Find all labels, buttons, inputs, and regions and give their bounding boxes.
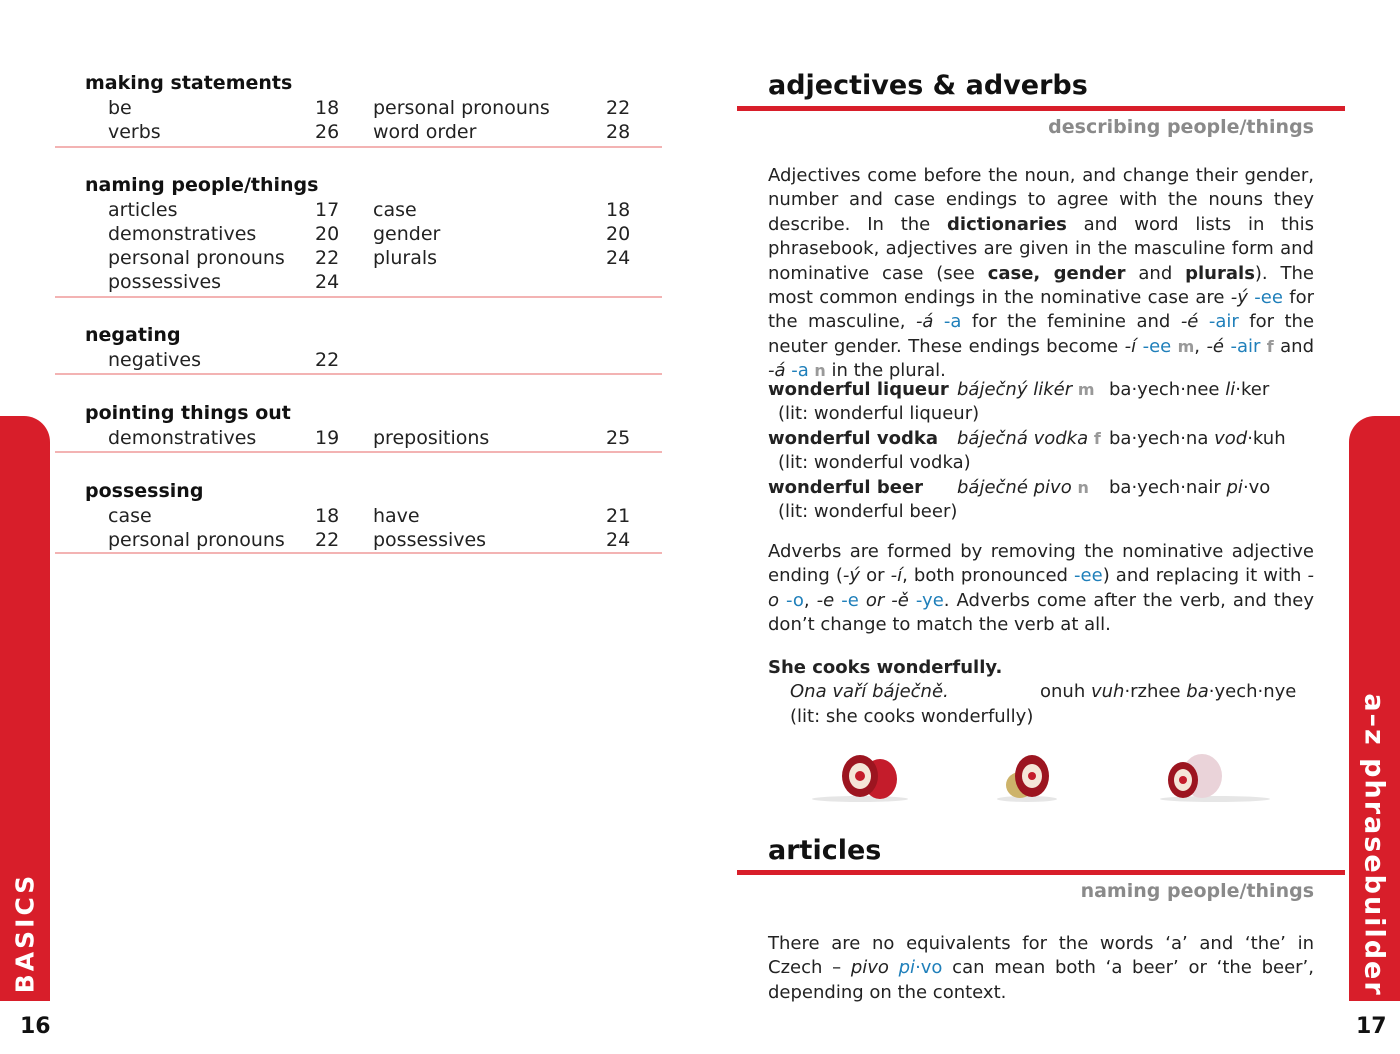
pron-part: ba·yech·nee (1109, 379, 1226, 400)
index-entry[interactable]: personal pronouns (108, 529, 285, 551)
pron-part: ·yech·nye (1208, 681, 1297, 702)
page-ref[interactable]: 18 (315, 97, 340, 119)
pron-stress: vod (1214, 428, 1248, 449)
page-ref[interactable]: 20 (606, 223, 631, 245)
czech-ending: -í (890, 565, 903, 587)
section-tab-label: BASICS (10, 872, 40, 994)
pronunciation: -air (1198, 311, 1239, 333)
page-ref[interactable]: 24 (315, 271, 340, 293)
example-english: wonderful beer (768, 477, 924, 498)
czech-ending: -á (915, 311, 934, 333)
czech-ending: or -ě (858, 589, 909, 611)
pron-part: ·ker (1235, 379, 1270, 400)
index-entry[interactable]: word order (373, 121, 477, 143)
text: , (803, 589, 817, 611)
index-entry[interactable]: personal pronouns (108, 247, 285, 269)
section-heading: pointing things out (85, 402, 291, 424)
pron-part: ·kuh (1247, 428, 1286, 449)
sentence-czech: Ona vaří báječně. (790, 681, 949, 702)
index-entry[interactable]: demonstratives (108, 427, 257, 449)
index-section (55, 72, 662, 148)
pron-stress: pi (1226, 477, 1243, 498)
pron-part: ·rzhee (1124, 681, 1187, 702)
page-ref[interactable]: 28 (606, 121, 631, 143)
pron-part: ·vo (1242, 477, 1271, 498)
pron-stress: pi (888, 957, 916, 979)
index-entry[interactable]: prepositions (373, 427, 490, 449)
index-entry[interactable]: plurals (373, 247, 438, 269)
pron-stress: vuh (1090, 681, 1125, 702)
gender-marker: n (808, 361, 826, 381)
czech-ending: -ý (1230, 287, 1248, 309)
section-heading: making statements (85, 72, 293, 94)
page-ref[interactable]: 18 (606, 199, 631, 221)
gender-marker: m (1171, 336, 1195, 356)
index-entry[interactable]: case (373, 199, 417, 221)
index-section (55, 174, 662, 298)
page-ref[interactable]: 21 (606, 505, 631, 527)
sentence-pronunciation (1040, 681, 1296, 702)
example-literal: (lit: wonderful vodka) (778, 452, 971, 473)
text: for the feminine and (961, 311, 1181, 333)
page-ref[interactable]: 25 (606, 427, 631, 449)
text: , both pronounced (902, 565, 1075, 587)
czech-ending: -o (768, 565, 1315, 611)
text: , (1194, 335, 1207, 357)
index-section (55, 324, 662, 375)
index-entry[interactable]: demonstratives (108, 223, 257, 245)
gender-marker: n (1077, 478, 1089, 497)
czech-ending: -í (1124, 335, 1137, 357)
title-rule (737, 870, 1345, 875)
pronunciation: -a (785, 360, 809, 382)
czech-text: báječná vodka (957, 428, 1089, 449)
index-entry[interactable]: articles (108, 199, 178, 221)
text: ). The most common endings in the nominative case are (768, 262, 1314, 309)
section-title: adjectives & adverbs (768, 70, 1088, 101)
page-number-right: 17 (1356, 1014, 1387, 1039)
index-section (55, 480, 662, 554)
section-subtitle: naming people/things (1080, 880, 1314, 902)
index-entry[interactable]: gender (373, 223, 441, 245)
text: and (1125, 262, 1186, 284)
pronunciation: -air (1224, 335, 1261, 357)
sentence-literal: (lit: she cooks wonderfully) (790, 706, 1034, 727)
page-ref[interactable]: 26 (315, 121, 340, 143)
text: Adjectives come before the noun, and change their gender, number and case endings to agree with the nouns they describe. In the (768, 165, 1314, 235)
section-title: articles (768, 835, 882, 866)
text: can mean both ‘a beer’ or ‘the beer’, depending on the context. (768, 957, 1314, 1003)
gender-marker: m (1077, 380, 1095, 399)
gender-marker: f (1260, 336, 1274, 356)
pron-part: ·vo (915, 957, 943, 979)
page-ref[interactable]: 19 (315, 427, 340, 449)
czech-ending: -é (1206, 335, 1225, 357)
page-ref[interactable]: 18 (315, 505, 340, 527)
text: ) and replacing it with (1102, 565, 1308, 587)
czech-ending: -á (768, 360, 786, 382)
index-entry[interactable]: be (108, 97, 132, 119)
articles-paragraph (768, 932, 1314, 1005)
czech-ending: -é (1180, 311, 1199, 333)
section-tab-label: a–z phrasebuilder (1358, 693, 1390, 997)
text: or (860, 565, 891, 587)
pron-part: ba·yech·na (1109, 428, 1215, 449)
czech-text: báječné pivo (957, 477, 1072, 498)
text: Adverbs are formed by removing the nominative adjective ending ( (768, 541, 1314, 587)
adjectives-paragraph (768, 164, 1314, 384)
index-entry[interactable]: verbs (108, 121, 161, 143)
text-bold: case, gender (987, 262, 1126, 284)
index-section (55, 402, 662, 453)
text: . Adverbs come after the verb, and they don’t change to match the verb at all. (768, 589, 1314, 636)
pron-stress: li (1225, 379, 1236, 400)
index-entry[interactable]: personal pronouns (373, 97, 550, 119)
pronunciation: -e (834, 589, 859, 611)
pronunciation: -ee (1074, 565, 1103, 587)
example-english: wonderful liqueur (768, 379, 949, 400)
pronunciation: -a (933, 311, 962, 333)
pron-stress: ba (1186, 681, 1209, 702)
section-heading: naming people/things (85, 174, 319, 196)
easter-eggs-gold-icon (990, 752, 1065, 804)
pronunciation: -ye (908, 589, 944, 611)
section-heading: possessing (85, 480, 204, 502)
example-pronunciation (1109, 428, 1286, 449)
text: and word lists in this phrasebook, adjectives are given in the masculine form and nominative case (see (768, 213, 1314, 284)
text: in the plural. (825, 360, 946, 382)
text: and (1273, 335, 1314, 357)
text: There are no equivalents for the words ‘a’ and ‘the’ in Czech – (768, 933, 1314, 979)
page-ref[interactable]: 22 (315, 247, 340, 269)
text: for the neuter gender. These endings become (768, 311, 1315, 357)
page-ref[interactable]: 22 (315, 529, 340, 551)
example-pronunciation (1109, 477, 1270, 498)
page-ref[interactable]: 17 (315, 199, 340, 221)
czech-ending: -e (816, 589, 835, 611)
page-ref[interactable]: 24 (606, 529, 631, 551)
index-entry[interactable]: possessives (108, 271, 222, 293)
adverbs-paragraph (768, 540, 1314, 638)
easter-eggs-red-icon (805, 752, 915, 804)
index-entry[interactable]: case (108, 505, 152, 527)
czech-text: pivo (850, 957, 889, 979)
czech-ending: -ý (842, 565, 861, 587)
text-bold: dictionaries (947, 213, 1067, 235)
example-czech (957, 477, 1089, 498)
section-subtitle: describing people/things (1048, 116, 1314, 138)
page-number-left: 16 (20, 1014, 51, 1039)
pron-part: onuh (1040, 681, 1091, 702)
page-ref[interactable]: 22 (315, 349, 340, 371)
page-ref[interactable]: 20 (315, 223, 340, 245)
sentence-english: She cooks wonderfully. (768, 657, 1003, 678)
example-literal: (lit: wonderful beer) (778, 501, 958, 522)
gender-marker: f (1093, 429, 1101, 448)
index-entry[interactable]: possessives (373, 529, 487, 551)
example-english: wonderful vodka (768, 428, 938, 449)
text-bold: plurals (1185, 262, 1255, 284)
pron-part: ba·yech·nair (1109, 477, 1227, 498)
example-pronunciation (1109, 379, 1269, 400)
example-literal: (lit: wonderful liqueur) (778, 403, 980, 424)
pronunciation: -ee (1247, 287, 1283, 309)
text: for the masculine, (768, 287, 1314, 333)
czech-text: báječný likér (957, 379, 1073, 400)
pronunciation: -o (779, 589, 804, 611)
index-entry[interactable]: have (373, 505, 420, 527)
page-ref[interactable]: 22 (606, 97, 631, 119)
easter-eggs-pink-icon (1155, 752, 1270, 804)
section-heading: negating (85, 324, 181, 346)
index-entry[interactable]: negatives (108, 349, 201, 371)
pronunciation: -ee (1136, 335, 1172, 357)
page-ref[interactable]: 24 (606, 247, 631, 269)
example-czech (957, 428, 1101, 449)
example-czech (957, 379, 1095, 400)
title-rule (737, 106, 1345, 111)
